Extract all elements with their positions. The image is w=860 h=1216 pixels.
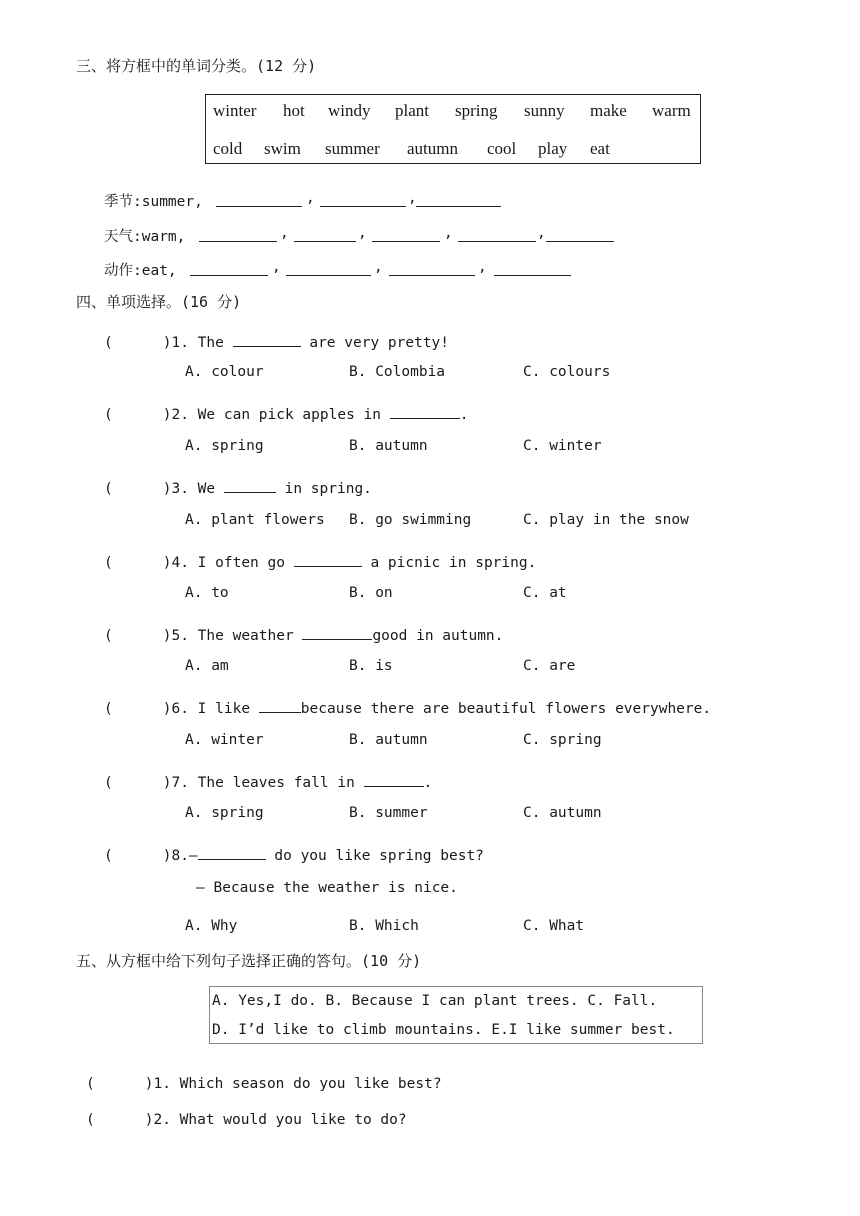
blank[interactable] bbox=[233, 332, 301, 347]
question-8: ( )8.— do you like spring best? bbox=[104, 845, 484, 864]
option-a[interactable]: A. winter bbox=[185, 732, 264, 748]
question-4: ( )4. I often go a picnic in spring. bbox=[104, 552, 536, 571]
actions-label: 动作:eat, bbox=[104, 263, 177, 279]
seasons-label: 季节:summer, bbox=[104, 194, 203, 210]
section3-title: 三、将方框中的单词分类。(12 分) bbox=[76, 57, 317, 75]
word-item: summer bbox=[325, 139, 380, 158]
word-box bbox=[205, 94, 701, 164]
weather-blank-4[interactable] bbox=[458, 227, 536, 242]
weather-label: 天气:warm, bbox=[104, 229, 186, 245]
option-a[interactable]: A. plant flowers bbox=[185, 512, 325, 528]
word-item: plant bbox=[395, 101, 429, 120]
option-a[interactable]: A. Why bbox=[185, 918, 238, 934]
option-b[interactable]: B. autumn bbox=[349, 732, 428, 748]
actions-blank-4[interactable] bbox=[494, 261, 571, 276]
reply-line: — Because the weather is nice. bbox=[196, 880, 458, 896]
word-item: make bbox=[590, 101, 627, 120]
blank[interactable] bbox=[259, 698, 301, 713]
word-item: windy bbox=[328, 101, 371, 120]
actions-blank-2[interactable] bbox=[286, 261, 371, 276]
option-a[interactable]: A. am bbox=[185, 658, 229, 674]
blank[interactable] bbox=[390, 404, 460, 419]
option-b[interactable]: B. summer bbox=[349, 805, 428, 821]
actions-blank-1[interactable] bbox=[190, 261, 268, 276]
word-item: cold bbox=[213, 139, 243, 158]
question-2: ( )2. We can pick apples in . bbox=[104, 404, 468, 423]
seasons-row bbox=[104, 190, 203, 211]
option-c[interactable]: C. are bbox=[523, 658, 576, 674]
option-c[interactable]: C. winter bbox=[523, 438, 602, 454]
question-7: ( )7. The leaves fall in . bbox=[104, 772, 432, 791]
option-c[interactable]: C. spring bbox=[523, 732, 602, 748]
option-b[interactable]: B. autumn bbox=[349, 438, 428, 454]
actions-blank-3[interactable] bbox=[389, 261, 475, 276]
option-b[interactable]: B. Which bbox=[349, 918, 419, 934]
option-c[interactable]: C. autumn bbox=[523, 805, 602, 821]
option-a[interactable]: A. spring bbox=[185, 438, 264, 454]
blank[interactable] bbox=[364, 772, 424, 787]
blank[interactable] bbox=[294, 552, 362, 567]
seasons-blank-1[interactable] bbox=[216, 192, 302, 207]
option-a[interactable]: A. colour bbox=[185, 364, 264, 380]
word-item: spring bbox=[455, 101, 498, 120]
word-item: winter bbox=[213, 101, 257, 120]
question-3: ( )3. We in spring. bbox=[104, 478, 372, 497]
weather-blank-5[interactable] bbox=[546, 227, 614, 242]
section5-title: 五、从方框中给下列句子选择正确的答句。(10 分) bbox=[76, 952, 422, 970]
word-item: sunny bbox=[524, 101, 565, 120]
section4-title: 四、单项选择。(16 分) bbox=[76, 293, 242, 311]
option-c[interactable]: C. What bbox=[523, 918, 585, 934]
option-b[interactable]: B. is bbox=[349, 658, 393, 674]
option-b[interactable]: B. go swimming bbox=[349, 512, 472, 528]
option-a[interactable]: A. to bbox=[185, 585, 229, 601]
question-1: ( )1. The are very pretty! bbox=[104, 332, 449, 351]
weather-blank-1[interactable] bbox=[199, 227, 277, 242]
word-item: cool bbox=[487, 139, 517, 158]
option-c[interactable]: C. play in the snow bbox=[523, 512, 689, 528]
weather-row bbox=[104, 225, 185, 246]
option-c[interactable]: C. at bbox=[523, 585, 567, 601]
answer-box-line-1: A. Yes,I do. B. Because I can plant trees. C. Fall. bbox=[212, 993, 658, 1009]
word-item: swim bbox=[264, 139, 301, 158]
question-6: ( )6. I like because there are beautiful flowers everywhere. bbox=[104, 698, 711, 717]
option-c[interactable]: C. colours bbox=[523, 364, 611, 380]
question-5: ( )5. The weather good in autumn. bbox=[104, 625, 503, 644]
section5-question-2: ( )2. What would you like to do? bbox=[86, 1112, 407, 1128]
weather-blank-2[interactable] bbox=[294, 227, 356, 242]
option-b[interactable]: B. Colombia bbox=[349, 364, 446, 380]
word-item: hot bbox=[283, 101, 305, 120]
option-a[interactable]: A. spring bbox=[185, 805, 264, 821]
section5-question-1: ( )1. Which season do you like best? bbox=[86, 1076, 442, 1092]
word-item: autumn bbox=[407, 139, 458, 158]
blank[interactable] bbox=[198, 845, 266, 860]
seasons-blank-3[interactable] bbox=[416, 192, 501, 207]
word-item: eat bbox=[590, 139, 610, 158]
answer-box-line-2: D. I’d like to climb mountains. E.I like summer best. bbox=[212, 1022, 675, 1038]
blank[interactable] bbox=[224, 478, 276, 493]
word-item: play bbox=[538, 139, 568, 158]
blank[interactable] bbox=[302, 625, 372, 640]
option-b[interactable]: B. on bbox=[349, 585, 393, 601]
word-item: warm bbox=[652, 101, 691, 120]
weather-blank-3[interactable] bbox=[372, 227, 440, 242]
seasons-blank-2[interactable] bbox=[320, 192, 406, 207]
actions-row bbox=[104, 259, 177, 280]
